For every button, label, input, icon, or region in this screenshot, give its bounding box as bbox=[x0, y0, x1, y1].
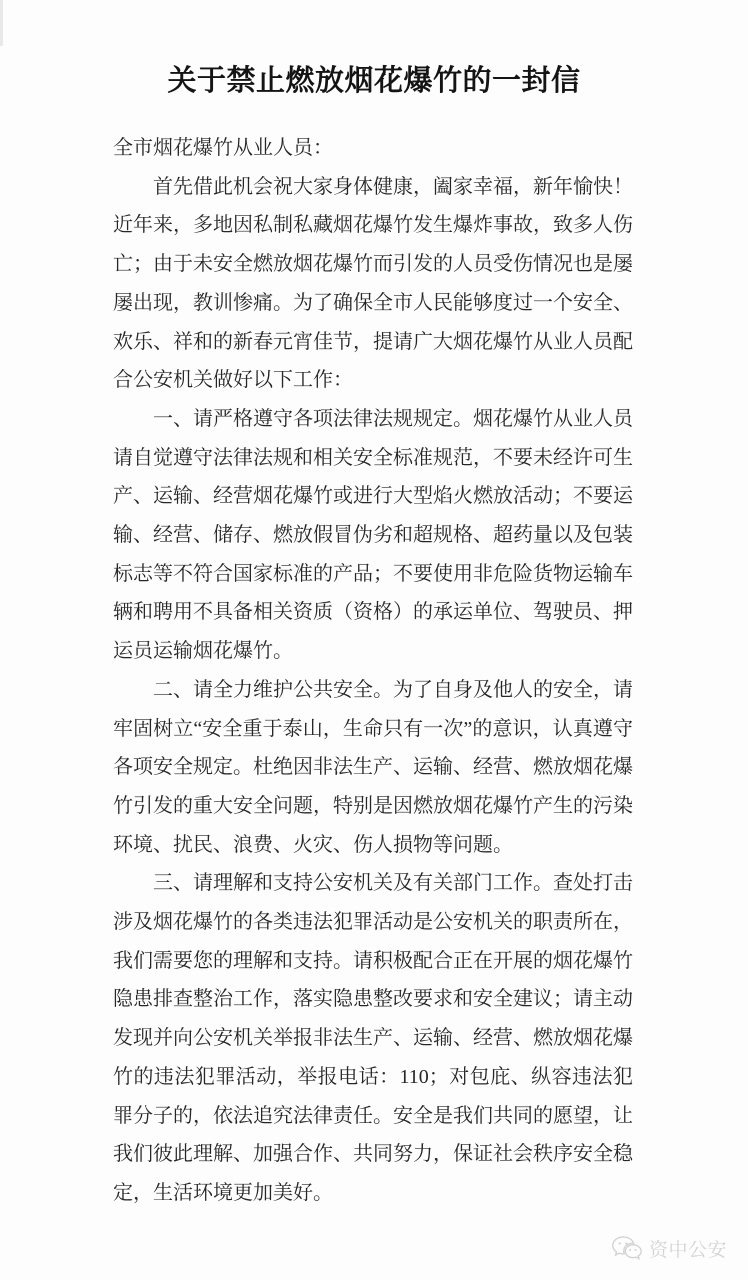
scan-edge-artifact bbox=[0, 0, 3, 46]
page-title: 关于禁止燃放烟花爆竹的一封信 bbox=[167, 65, 581, 97]
paragraph-item-3: 三、请理解和支持公安机关及有关部门工作。查处打击涉及烟花爆竹的各类违法犯罪活动是公安机关的职责所在，我们需要您的理解和支持。请积极配合正在开展的烟花爆竹隐患排查整治工作，落实隐患整改要求和安全建议；请主动发现并向公安机关举报非法生产、运输、经营、燃放烟花爆竹的违法犯罪活动，举报电话：110；对包庇、纵容违法犯罪分子的，依法追究法律责任。安全是我们共同的愿望，让我们彼此理解、加强合作、共同努力，保证社会秩序安全稳定，生活环境更加美好。 bbox=[113, 872, 633, 1204]
wechat-icon bbox=[611, 1235, 644, 1262]
letter-body bbox=[113, 129, 633, 1213]
wechat-watermark bbox=[611, 1235, 727, 1262]
paragraph-item-2: 二、请全力维护公共安全。为了自身及他人的安全，请牢固树立“安全重于泰山，生命只有一次”的意识，认真遵守各项安全规定。杜绝因非法生产、运输、经营、燃放烟花爆竹引发的重大安全问题，特别是因燃放烟花爆竹产生的污染环境、扰民、浪费、火灾、伤人损物等问题。 bbox=[113, 678, 633, 856]
paragraph-intro: 首先借此机会祝大家身体健康，阖家幸福，新年愉快！近年来，多地因私制私藏烟花爆竹发生爆炸事故，致多人伤亡；由于未安全燃放烟花爆竹而引发的人员受伤情况也是屡屡出现，教训惨痛。为了确保全市人民能够度过一个安全、欢乐、祥和的新春元宵佳节，提请广大烟花爆竹从业人员配合公安机关做好以下工作： bbox=[113, 175, 633, 392]
salutation: 全市烟花爆竹从业人员： bbox=[113, 137, 333, 159]
watermark-account-name: 资中公安 bbox=[648, 1240, 727, 1261]
paragraph-item-1: 一、请严格遵守各项法律法规规定。烟花爆竹从业人员请自觉遵守法律法规和相关安全标准规范，不要未经许可生产、运输、经营烟花爆竹或进行大型焰火燃放活动；不要运输、经营、储存、燃放假冒伪劣和超规格、超药量以及包装标志等不符合国家标准的产品；不要使用非危险货物运输车辆和聘用不具备相关资质（资格）的承运单位、驾驶员、押运员运输烟花爆竹。 bbox=[113, 407, 633, 663]
